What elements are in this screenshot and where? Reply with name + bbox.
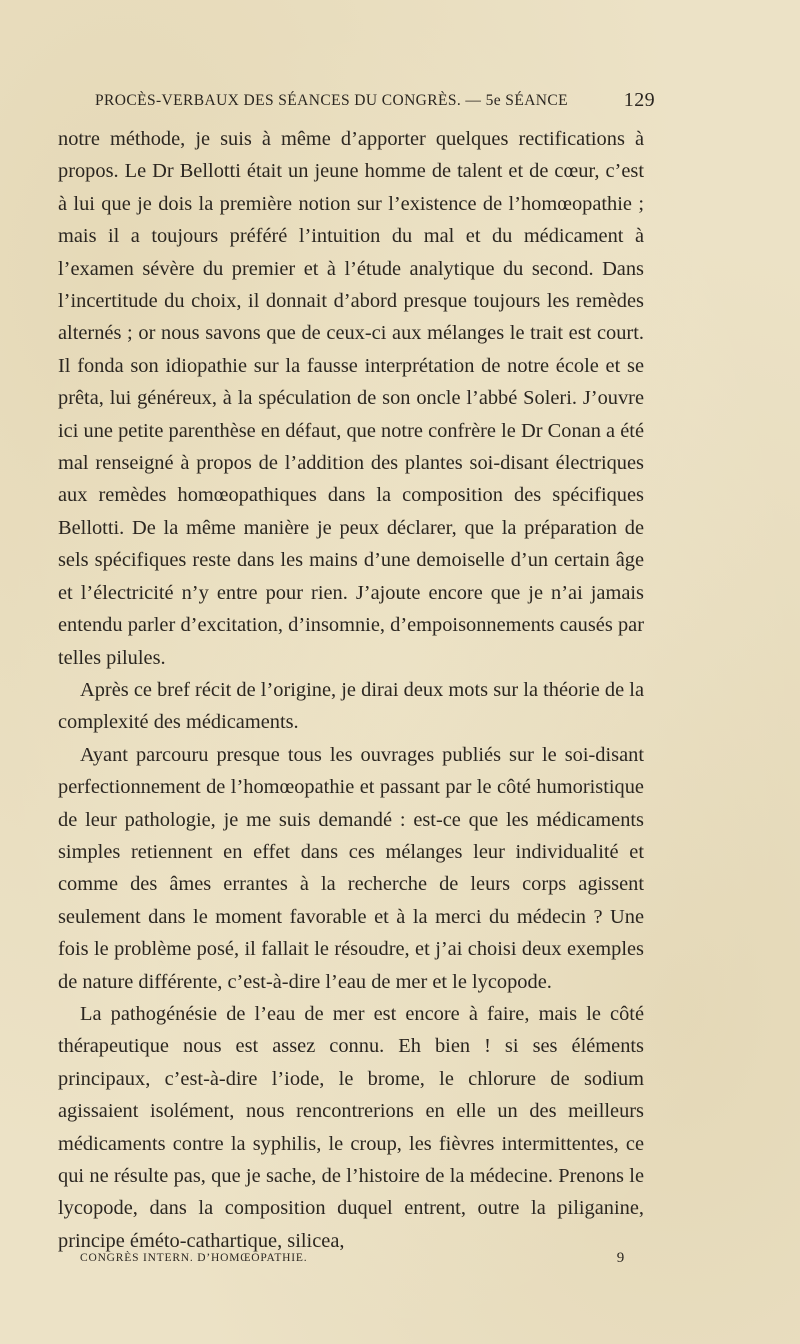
paragraph-1: notre méthode, je suis à même d’apporter quelques rectifications à propos. Le Dr Bellotti était un jeune homme de talent et de cœur, c’est à lui que je dois la première notion sur l’existence de l’homœopathie ; mais il a toujours préféré l’intuition du mal et du médicament à l’examen sévère du premier et à l’étude analytique du second. Dans l’incertitude du choix, il donnait d’abord presque toujours les remèdes alternés ; or nous savons que de ceux-ci aux mélanges le trait est court. Il fonda son idiopathie sur la fausse interprétation de notre école et se prêta, lui généreux, à la spéculation de son oncle l’abbé Soleri. J’ouvre ici une petite parenthèse en défaut, que notre confrère le Dr Conan a été mal renseigné à propos de l’addition des plantes soi-disant électriques aux remèdes homœopathiques dans la composition des spécifiques Bellotti. De la même manière je peux déclarer, que la préparation de sels spécifiques reste dans les mains d’une demoiselle d’un certain âge et l’électricité n’y entre pour rien. J’ajoute encore que je n’ai jamais entendu parler d’excitation, d’insomnie, d’empoisonnements causés par telles pilules. <box>58 128 644 669</box>
body-text <box>58 123 644 1257</box>
paragraph-3: Ayant parcouru presque tous les ouvrages publiés sur le soi-disant perfectionnement de l’homœopathie et passant par le côté humoristique de leur pathologie, je me suis demandé : est-ce que les médicaments simples retiennent en effet dans ces mélanges leur individualité et comme des âmes errantes à la recherche de leurs corps agissent seulement dans le moment favorable et à la merci du médecin ? Une fois le problème posé, il fallait le résoudre, et j’ai choisi deux exemples de nature différente, c’est-à-dire l’eau de mer et le lycopode. <box>58 743 644 993</box>
page-number: 129 <box>623 89 655 111</box>
signature-mark: 9 <box>616 1250 625 1266</box>
running-head-title: PROCÈS-VERBAUX DES SÉANCES DU CONGRÈS. — 5e SÉANCE <box>95 92 568 109</box>
running-header <box>95 89 655 118</box>
page-footer <box>80 1252 625 1272</box>
paragraph-2: Après ce bref récit de l’origine, je dirai deux mots sur la théorie de la complexité des médicaments. <box>58 678 644 734</box>
paragraph-4: La pathogénésie de l’eau de mer est encore à faire, mais le côté thérapeutique nous est assez connu. Eh bien ! si ses éléments principaux, c’est-à-dire l’iode, le brome, le chlorure de sodium agissaient isolément, nous rencontrerions en elle un des meilleurs médicaments contre la syphilis, le croup, les fièvres intermittentes, ce qui ne résulte pas, que je sache, de l’histoire de la médecine. Prenons le lycopode, dans la composition duquel entrent, outre la piliganine, principe éméto-cathartique, silicea, <box>58 1002 644 1252</box>
printer-signature: CONGRÈS INTERN. D’HOMŒOPATHIE. <box>80 1252 308 1264</box>
